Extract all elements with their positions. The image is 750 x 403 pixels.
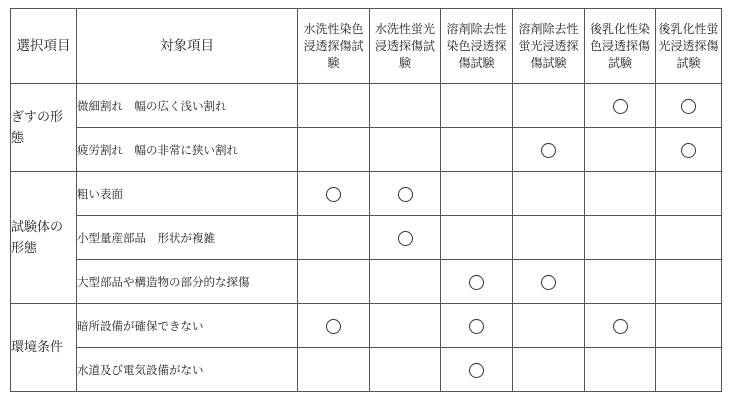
method-cell xyxy=(656,216,722,260)
applicable-circle-icon xyxy=(469,319,484,334)
target-item-label: 小型量産部品 形状が複雑 xyxy=(77,216,298,260)
table-row xyxy=(11,348,722,392)
applicable-circle-icon xyxy=(326,319,341,334)
header-target-item: 対象項目 xyxy=(77,9,298,84)
target-item-label: 微細割れ 幅の広く浅い割れ xyxy=(77,84,298,128)
applicable-circle-icon xyxy=(398,231,413,246)
method-cell xyxy=(513,260,585,304)
method-cell xyxy=(656,348,722,392)
method-cell xyxy=(585,348,656,392)
target-item-label: 疲労割れ 幅の非常に狭い割れ xyxy=(77,128,298,172)
method-cell xyxy=(585,304,656,348)
applicable-circle-icon xyxy=(541,143,556,158)
method-cell xyxy=(513,172,585,216)
method-cell xyxy=(298,172,370,216)
method-cell xyxy=(441,348,513,392)
method-cell xyxy=(370,172,441,216)
applicable-circle-icon xyxy=(613,319,628,334)
target-item-label: 暗所設備が確保できない xyxy=(77,304,298,348)
method-cell xyxy=(298,260,370,304)
applicable-circle-icon xyxy=(681,99,696,114)
method-cell xyxy=(656,128,722,172)
method-cell xyxy=(370,348,441,392)
method-cell xyxy=(585,128,656,172)
method-cell xyxy=(585,260,656,304)
method-cell xyxy=(441,304,513,348)
method-cell xyxy=(298,216,370,260)
method-cell xyxy=(656,84,722,128)
method-cell xyxy=(513,128,585,172)
header-method-4: 溶剤除去性 蛍光浸透探 傷試験 xyxy=(513,9,585,84)
method-cell xyxy=(585,172,656,216)
header-row xyxy=(11,9,722,84)
method-cell xyxy=(513,348,585,392)
category-label: 試験体の 形態 xyxy=(11,172,77,304)
method-cell xyxy=(656,172,722,216)
method-cell xyxy=(656,304,722,348)
method-cell xyxy=(298,128,370,172)
applicable-circle-icon xyxy=(469,275,484,290)
applicable-circle-icon xyxy=(613,99,628,114)
table-row xyxy=(11,216,722,260)
applicable-circle-icon xyxy=(469,363,484,378)
method-cell xyxy=(441,84,513,128)
method-cell xyxy=(298,304,370,348)
header-method-2: 水洗性蛍光 浸透探傷試 験 xyxy=(370,9,441,84)
method-cell xyxy=(585,84,656,128)
target-item-label: 大型部品や構造物の部分的な探傷 xyxy=(77,260,298,304)
table-row xyxy=(11,128,722,172)
method-cell xyxy=(441,128,513,172)
method-cell xyxy=(441,216,513,260)
header-method-1: 水洗性染色 浸透探傷試 験 xyxy=(298,9,370,84)
method-cell xyxy=(370,304,441,348)
method-cell xyxy=(298,84,370,128)
table-row xyxy=(11,172,722,216)
table-row xyxy=(11,304,722,348)
applicable-circle-icon xyxy=(326,187,341,202)
method-cell xyxy=(441,172,513,216)
method-cell xyxy=(656,260,722,304)
header-method-3: 溶剤除去性 染色浸透探 傷試験 xyxy=(441,9,513,84)
method-cell xyxy=(513,84,585,128)
header-selection-item: 選択項目 xyxy=(11,9,77,84)
method-cell xyxy=(370,216,441,260)
method-cell xyxy=(441,260,513,304)
inspection-method-table xyxy=(10,8,722,392)
target-item-label: 粗い表面 xyxy=(77,172,298,216)
applicable-circle-icon xyxy=(681,143,696,158)
category-label: 環境条件 xyxy=(11,304,77,392)
method-cell xyxy=(370,128,441,172)
method-cell xyxy=(585,216,656,260)
method-cell xyxy=(370,260,441,304)
applicable-circle-icon xyxy=(398,187,413,202)
header-method-6: 後乳化性蛍 光浸透探傷 試験 xyxy=(656,9,722,84)
table-row xyxy=(11,84,722,128)
method-cell xyxy=(298,348,370,392)
table-row xyxy=(11,260,722,304)
method-cell xyxy=(370,84,441,128)
method-cell xyxy=(513,216,585,260)
header-method-5: 後乳化性染 色浸透探傷 試験 xyxy=(585,9,656,84)
category-label: ぎすの形 態 xyxy=(11,84,77,172)
target-item-label: 水道及び電気設備がない xyxy=(77,348,298,392)
method-cell xyxy=(513,304,585,348)
applicable-circle-icon xyxy=(541,275,556,290)
